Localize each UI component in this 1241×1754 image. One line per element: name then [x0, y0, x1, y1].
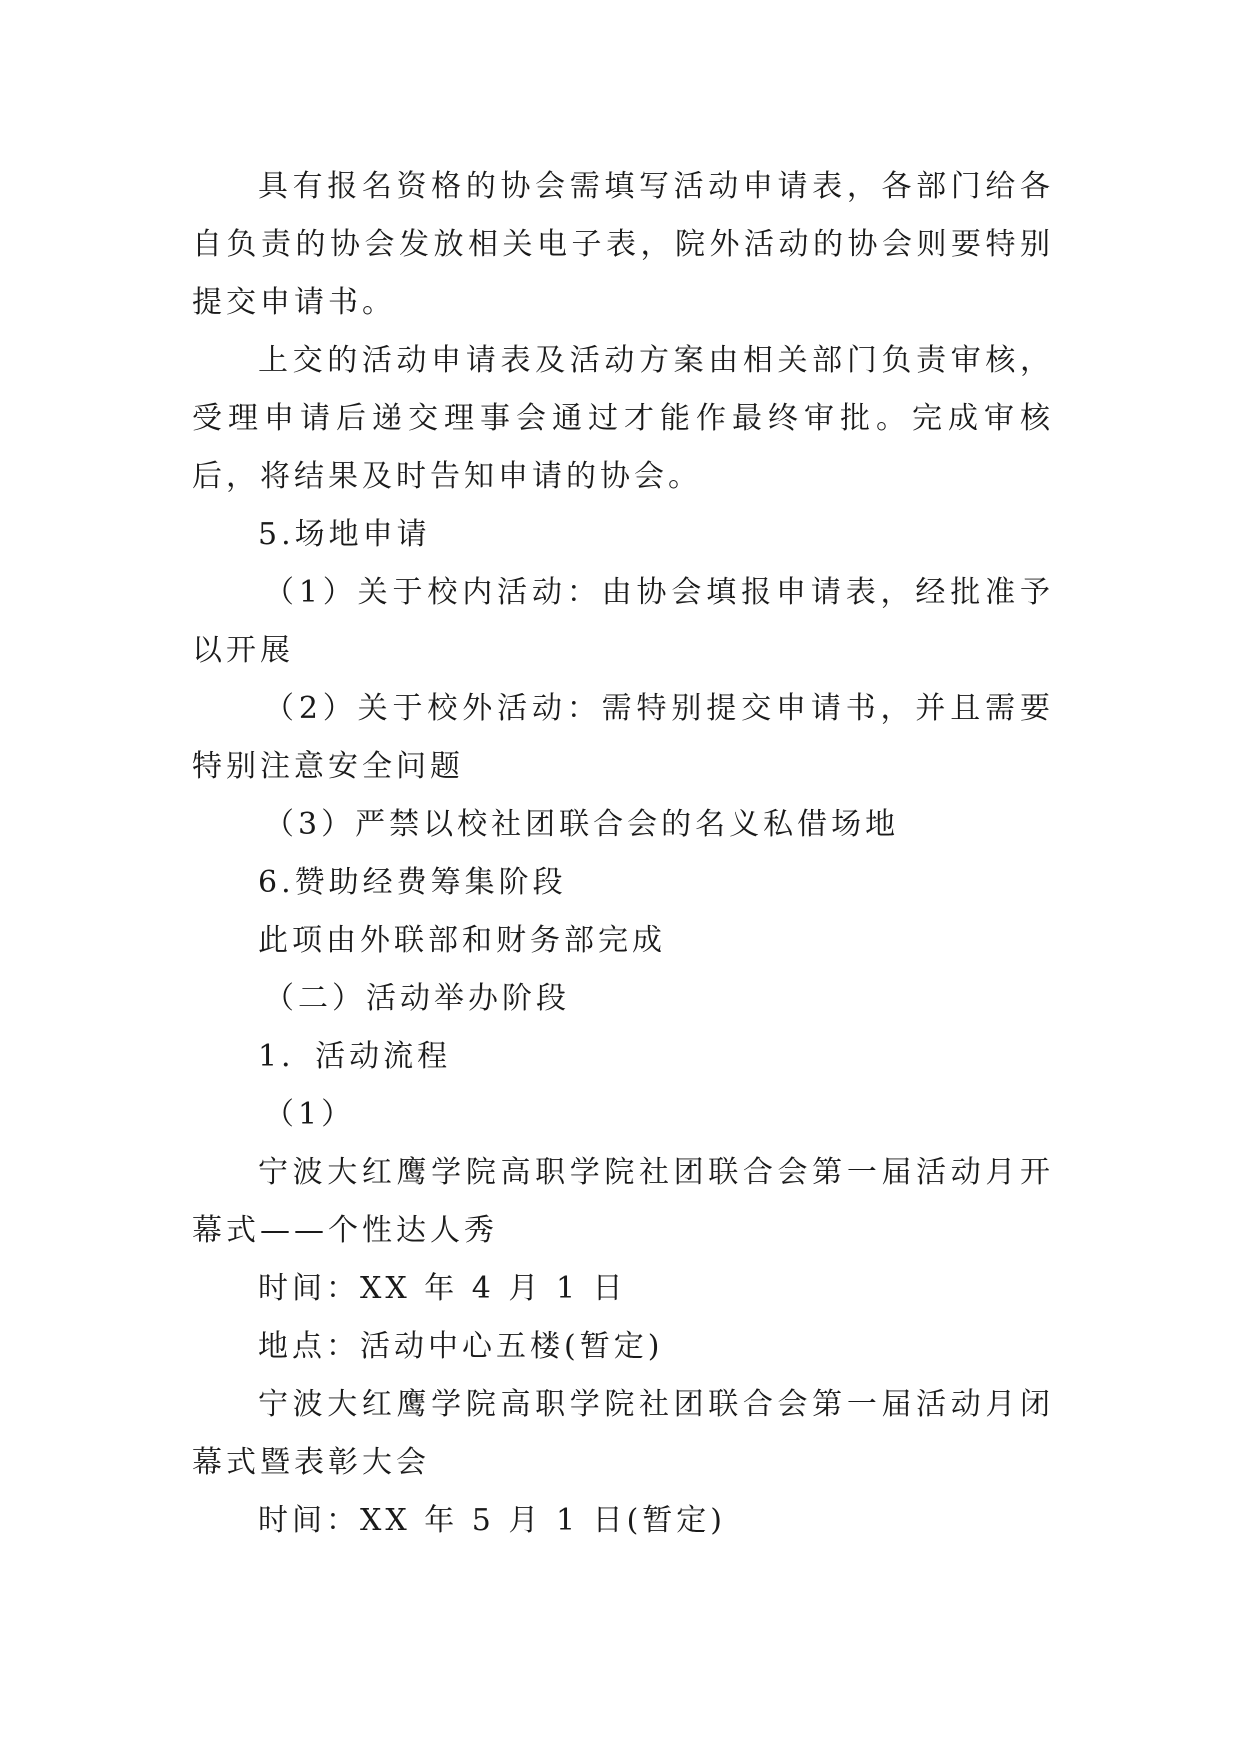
- document-body: [192, 158, 1054, 1550]
- list-item-prohibition: （3）严禁以校社团联合会的名义私借场地: [264, 807, 900, 842]
- heading-sponsorship: 6.赞助经费筹集阶段: [258, 865, 567, 900]
- heading-venue-application: 5.场地申请: [258, 517, 431, 552]
- paragraph-registration: 具有报名资格的协会需填写活动申请表，各部门给各自负责的协会发放相关电子表，院外活动的协会则要特别提交申请书。: [192, 169, 1054, 320]
- paragraph-closing-ceremony: 宁波大红鹰学院高职学院社团联合会第一届活动月闭幕式暨表彰大会: [192, 1387, 1054, 1480]
- closing-time: 时间：XX 年 5 月 1 日(暂定): [258, 1503, 726, 1538]
- heading-activity-flow: 1．活动流程: [258, 1039, 452, 1074]
- list-item-on-campus: （1）关于校内活动：由协会填报申请表，经批准予以开展: [192, 575, 1054, 668]
- list-item-off-campus: （2）关于校外活动：需特别提交申请书，并且需要特别注意安全问题: [192, 691, 1054, 784]
- list-item-number: （1）: [264, 1097, 356, 1132]
- paragraph-sponsorship-note: 此项由外联部和财务部完成: [258, 923, 666, 958]
- paragraph-review: 上交的活动申请表及活动方案由相关部门负责审核，受理申请后递交理事会通过才能作最终审批。完成审核后，将结果及时告知申请的协会。: [192, 343, 1054, 494]
- opening-location: 地点：活动中心五楼(暂定): [258, 1329, 664, 1364]
- heading-activity-stage: （二）活动举办阶段: [264, 981, 570, 1016]
- opening-time: 时间：XX 年 4 月 1 日: [258, 1271, 627, 1306]
- paragraph-opening-ceremony: 宁波大红鹰学院高职学院社团联合会第一届活动月开幕式——个性达人秀: [192, 1155, 1054, 1248]
